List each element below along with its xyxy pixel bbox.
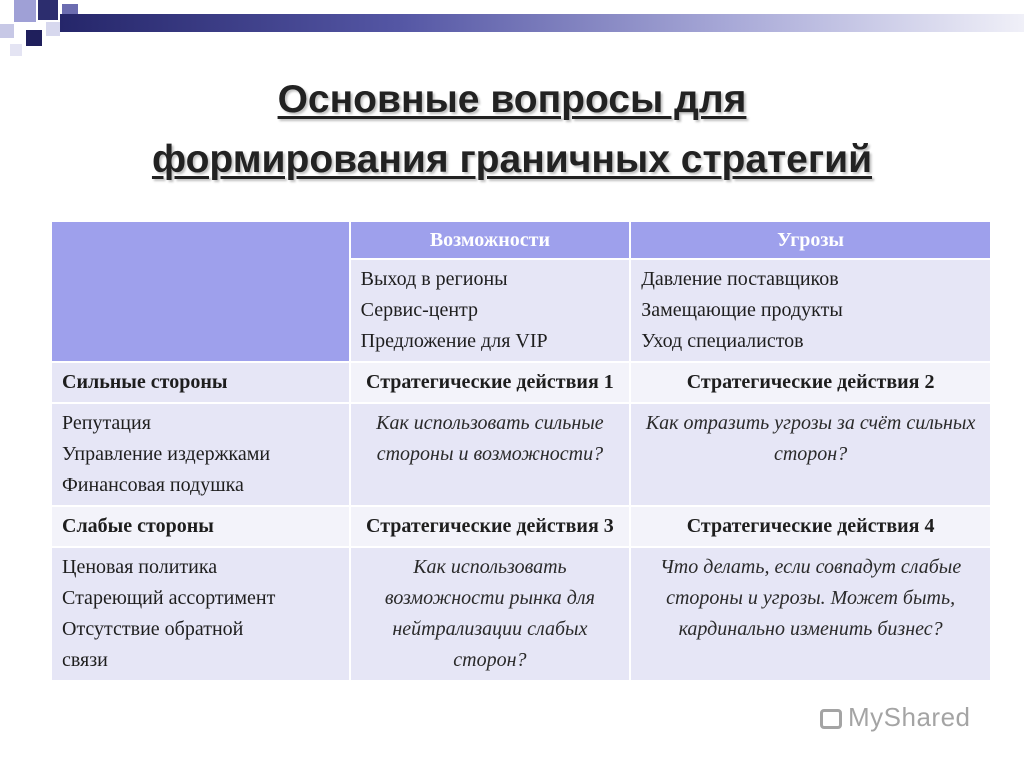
table-row	[52, 222, 990, 258]
strategy-matrix	[50, 220, 992, 682]
strategic-action-3: Стратегические действия 3	[351, 507, 630, 546]
question-4: Что делать, если совпадут слабые стороны и угрозы. Может быть, кардинально изменить бизнес?	[631, 548, 990, 680]
decor-square	[26, 30, 42, 46]
decor-square	[38, 0, 58, 20]
watermark-text: MyShared	[848, 702, 971, 732]
decor-square	[0, 24, 14, 38]
decor-square	[10, 44, 22, 56]
header-opportunities: Возможности	[351, 222, 630, 258]
list-item: Замещающие продукты	[641, 299, 843, 321]
decor-square	[46, 22, 60, 36]
strategic-action-1: Стратегические действия 1	[351, 363, 630, 402]
title-line-2: формирования граничных стратегий	[151, 138, 873, 181]
table-row	[52, 507, 990, 546]
list-item: Стареющий ассортимент	[62, 587, 276, 609]
question-2: Как отразить угрозы за счёт сильных сторон?	[631, 404, 990, 505]
question-3: Как использовать возможности рынка для нейтрализации слабых сторон?	[351, 548, 630, 680]
strategic-action-4: Стратегические действия 4	[631, 507, 990, 546]
list-item: Выход в регионы	[360, 268, 508, 290]
strategic-action-2: Стратегические действия 2	[631, 363, 990, 402]
list-item: Уход специалистов	[641, 330, 804, 352]
question-1: Как использовать сильные стороны и возможности?	[351, 404, 630, 505]
opportunities-list	[351, 260, 630, 361]
list-item: Отсутствие обратной	[62, 618, 244, 640]
row-header-weaknesses: Слабые стороны	[52, 507, 349, 546]
myshared-logo-icon	[820, 709, 842, 729]
list-item: Предложение для VIP	[360, 330, 548, 352]
slide-title	[40, 70, 984, 190]
list-item: Давление поставщиков	[641, 268, 839, 290]
list-item: связи	[62, 649, 108, 671]
strengths-list	[52, 404, 349, 505]
row-header-strengths: Сильные стороны	[52, 363, 349, 402]
title-line-1: Основные вопросы для	[277, 78, 747, 121]
decor-square	[14, 0, 36, 22]
header-threats: Угрозы	[631, 222, 990, 258]
watermark	[820, 702, 971, 733]
list-item: Сервис-центр	[360, 299, 479, 321]
weaknesses-list	[52, 548, 349, 680]
list-item: Ценовая политика	[62, 556, 218, 578]
threats-list	[631, 260, 990, 361]
top-gradient-bar	[60, 14, 1024, 32]
corner-cell	[52, 222, 349, 361]
table-row	[52, 548, 990, 680]
list-item: Финансовая подушка	[62, 474, 244, 496]
list-item: Репутация	[62, 412, 151, 434]
table-row	[52, 363, 990, 402]
list-item: Управление издержками	[62, 443, 271, 465]
table-row	[52, 404, 990, 505]
